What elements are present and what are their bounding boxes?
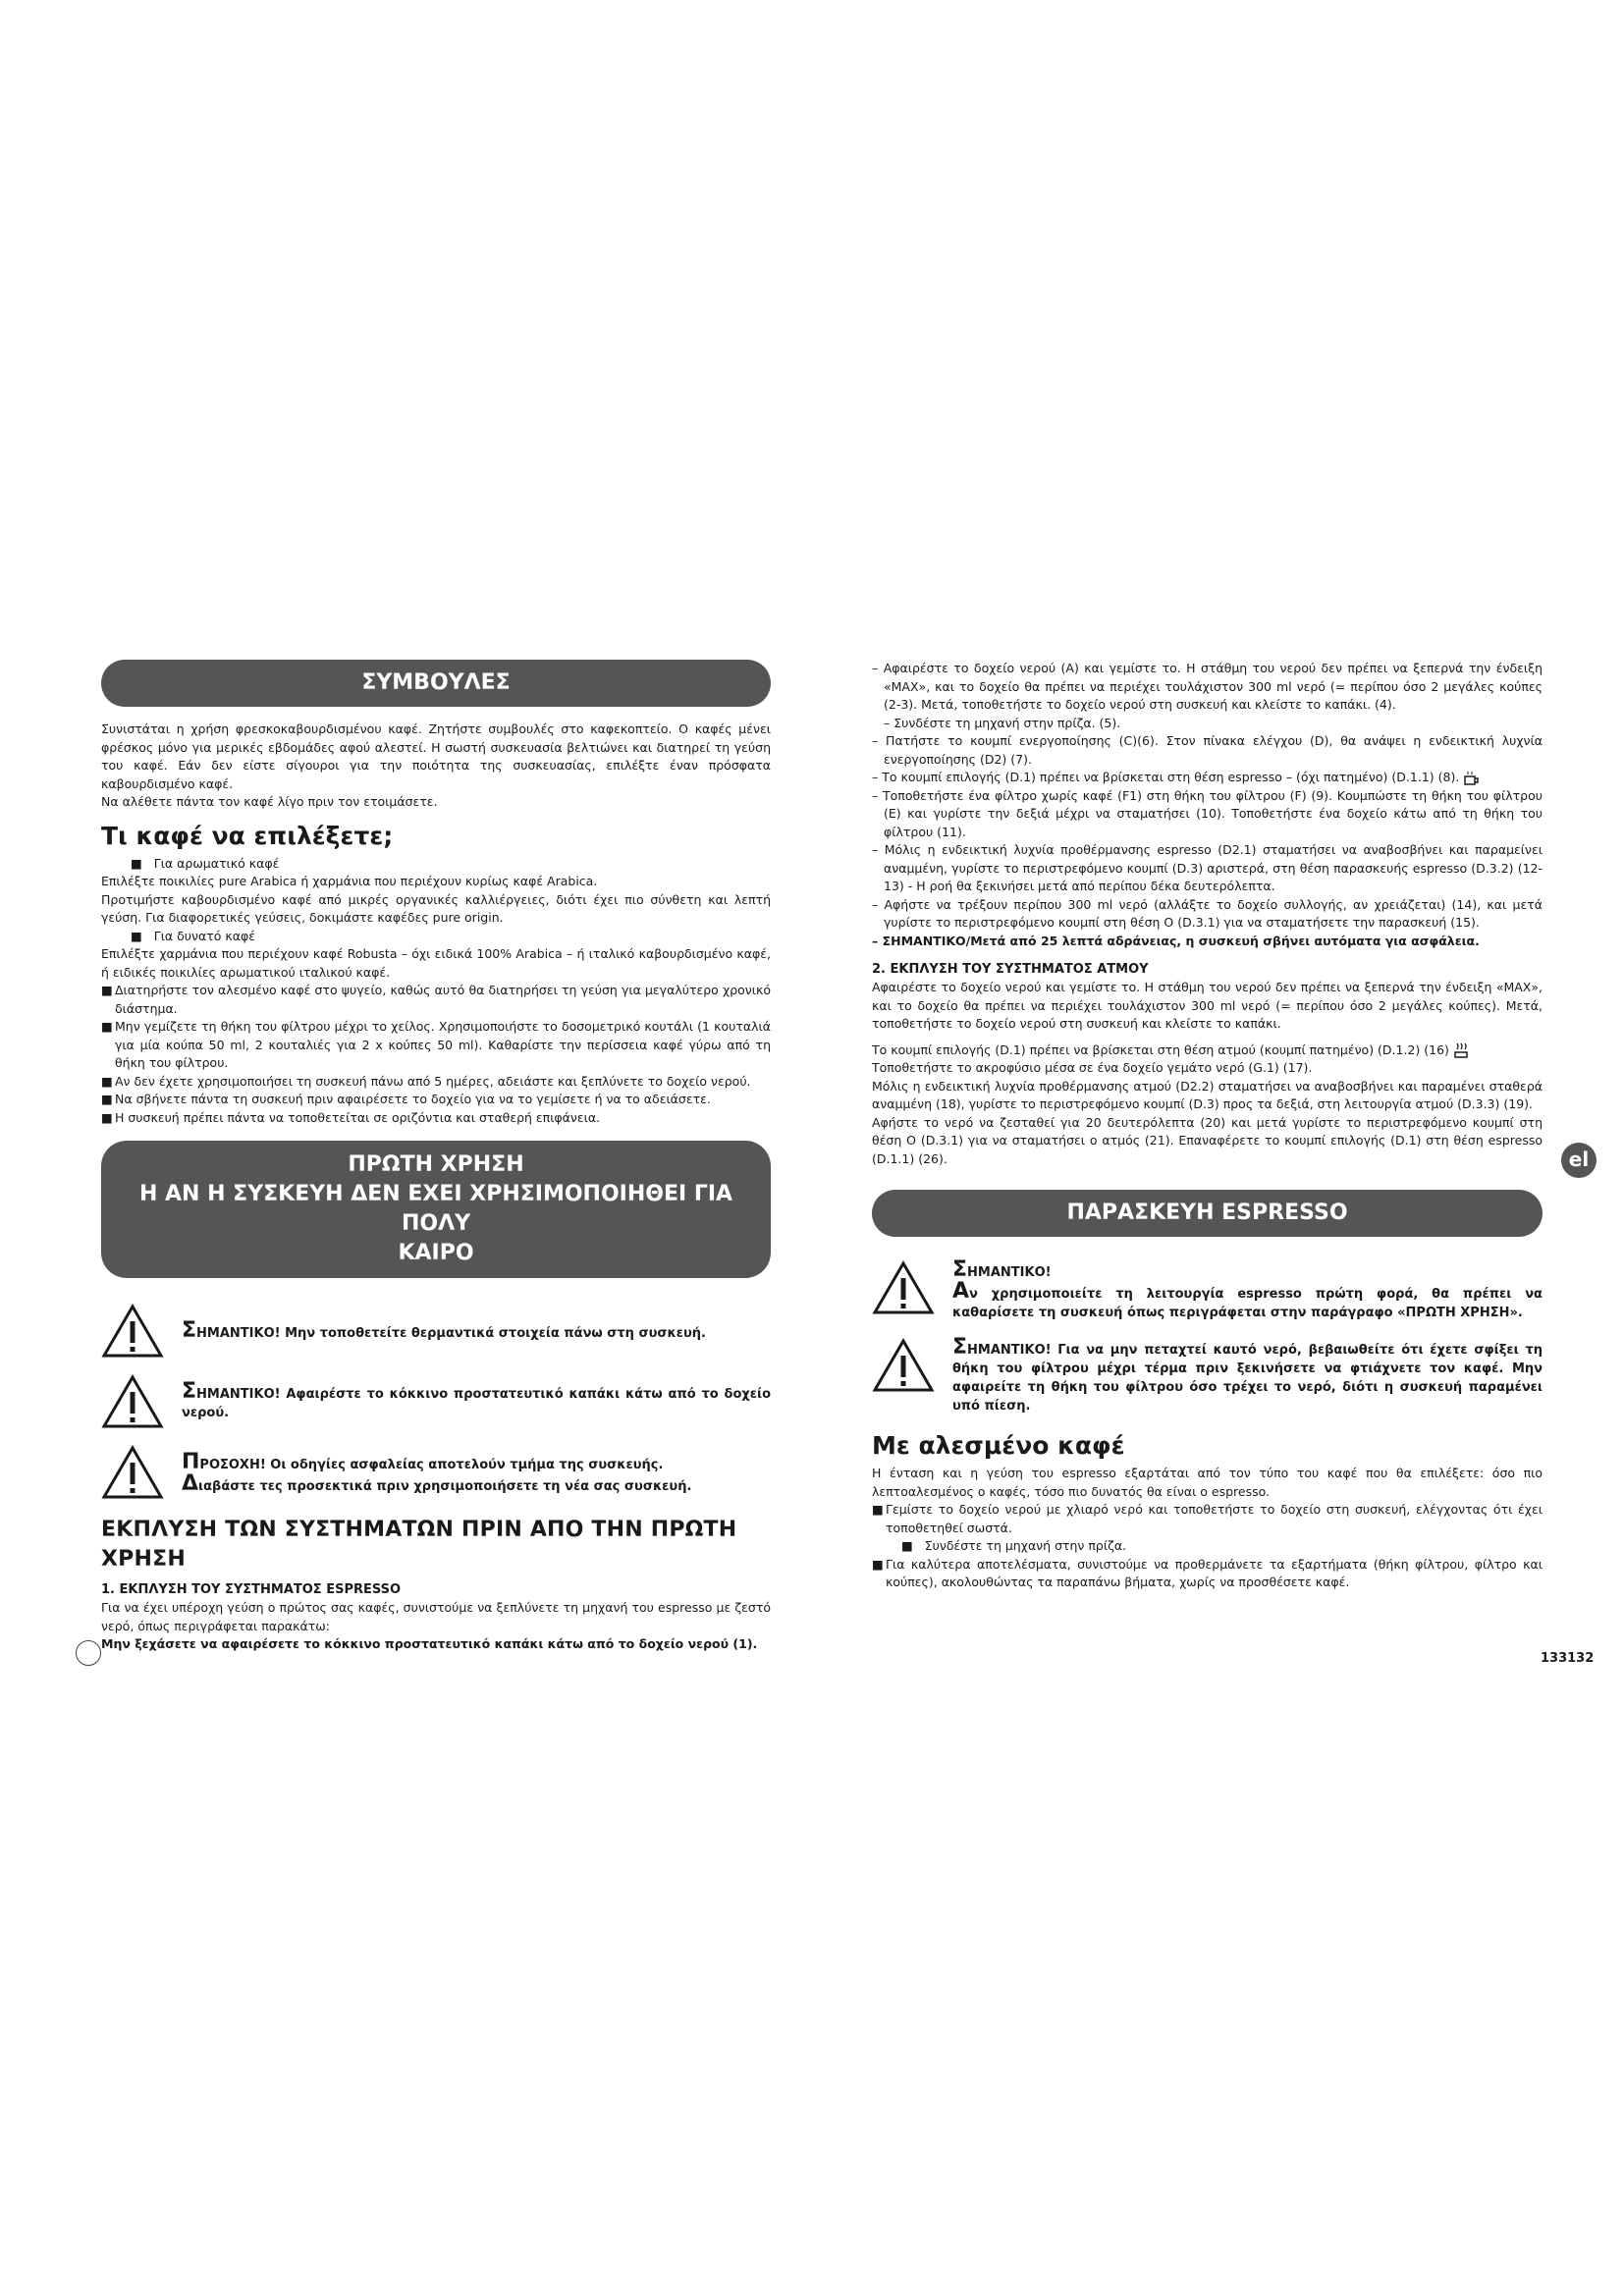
- warning-block-3: [101, 1445, 771, 1500]
- steam-icon: [1453, 1041, 1469, 1059]
- steam-title: 2. ΕΚΠΛΥΣΗ ΤΟΥ ΣΥΣΤΗΜΑΤΟΣ ΑΤΜΟΥ: [872, 962, 1149, 977]
- steam-paragraph-3: Τοποθετήστε το ακροφύσιο μέσα σε ένα δοχείο γεμάτο νερό (G.1) (17).: [872, 1060, 1313, 1075]
- steam-paragraph-2: Το κουμπί επιλογής (D.1) πρέπει να βρίσκεται στη θέση ατμού (κουμπί πατημένο) (D.1.2) (16): [872, 1041, 1543, 1060]
- warning-text-2: ΣΗΜΑΝΤΙΚΟ! Αφαιρέστε το κόκκινο προστατευτικό καπάκι κάτω από το δοχείο νερού.: [182, 1379, 771, 1420]
- banner-first-use-line-2: Η ΑΝ Η ΣΥΣΚΕΥΗ ΔΕΝ ΕΧΕΙ ΧΡΗΣΙΜΟΠΟΙΗΘΕΙ ΓΙΑ ΠΟΛΥ: [138, 1182, 733, 1236]
- list-item: ■ Αν δεν έχετε χρησιμοποιήσει τη συσκευή πάνω από 5 ημέρες, αδειάστε και ξεπλύνετε το δοχείο νερού.: [101, 1073, 751, 1089]
- tips-paragraph-2: Να αλέθετε πάντα τον καφέ λίγο πριν τον ετοιμάσετε.: [101, 794, 438, 809]
- steam-paragraph-1: Αφαιρέστε το δοχείο νερού και γεμίστε το. Η στάθμη του νερού δεν πρέπει να ξεπερνά την ένδειξη «MAX», και το δοχείο θα πρέπει να περιέχει τουλάχιστον 300 ml νερό (= περίπου όσο 2 μεγάλες κούπες). Μετά, τοποθετήστε το δοχείο νερού στη συσκευή και κλείστε το καπάκι.: [872, 980, 1543, 1031]
- banner-espresso: ΠΑΡΑΣΚΕΥΗ ESPRESSO: [872, 1190, 1543, 1237]
- warning-text-3: ΠΡΟΣΟΧΗ! Οι οδηγίες ασφαλείας αποτελούν τμήμα της συσκευής. Διαβάστε τες προσεκτικά πριν χρησιμοποιήσετε τη νέα σας συσκευή.: [182, 1450, 692, 1496]
- list-item: ■ Να σβήνετε πάντα τη συσκευή πριν αφαιρέσετε το δοχείο για να το γεμίσετε ή να το αδειάσετε.: [101, 1092, 711, 1106]
- registration-circle: [76, 1640, 101, 1666]
- tips-paragraph-1: Συνιστάται η χρήση φρεσκοκαβουρδισμένου καφέ. Ζητήστε συμβουλές στο καφεκοπτείο. Ο καφές μένει φρέσκος μόνο για μερικές εβδομάδες αφού αλεστεί. Η σωστή συσκευασία βελτιώνει και διατηρεί τη γεύση του καφέ. Εάν δεν είστε σίγουροι για την ποιότητα της συσκευασίας, επιλέξτε έναν πρόσφατα καβουρδισμένο καφέ.: [101, 721, 771, 791]
- warning-block-4: [872, 1257, 1543, 1322]
- right-column: [872, 660, 1543, 1592]
- square-bullet-icon: ■: [131, 928, 154, 943]
- list-item: ■ Για καλύτερα αποτελέσματα, συνιστούμε να προθερμάνετε τα εξαρτήματα (θήκη φίλτρου, φίλτρο και κούπες), ακολουθώντας τα παραπάνω βήματα, χωρίς να προσθέσετε καφέ.: [872, 1556, 1543, 1589]
- warning-block-5: [872, 1335, 1543, 1415]
- strong-label: ■ Για δυνατό καφέ: [131, 928, 255, 943]
- step-item: – Τοποθετήστε ένα φίλτρο χωρίς καφέ (F1) στη θήκη του φίλτρου (F) (9). Κουμπώστε τη θήκη του φίλτρου (E) και γυρίστε την δεξιά μέχρι να σταματήσει (10). Τοποθετήστε ένα δοχείο κάτω από τη θήκη του φίλτρου (11).: [872, 787, 1543, 839]
- square-bullet-icon: ■: [131, 855, 154, 871]
- warning-text-4: ΣΗΜΑΝΤΙΚΟ! Αν χρησιμοποιείτε τη λειτουργία espresso πρώτη φορά, θα πρέπει να καθαρίσετε τη συσκευή όπως περιγράφεται στην παράγραφο «ΠΡΩΤΗ ΧΡΗΣΗ».: [952, 1257, 1543, 1320]
- square-bullet-icon: ■: [901, 1538, 925, 1553]
- cup-icon: [1463, 771, 1481, 786]
- left-column: [101, 660, 771, 1654]
- list-item: ■ Γεμίστε το δοχείο νερού με χλιαρό νερό και τοποθετήστε το δοχείο στη συσκευή, ελέγχοντας ότι έχει τοποθετηθεί σωστά.: [872, 1502, 1543, 1535]
- banner-first-use-line-1: ΠΡΩΤΗ ΧΡΗΣΗ: [348, 1152, 524, 1177]
- warning-triangle-icon: [872, 1338, 935, 1393]
- step-item: – Συνδέστε τη μηχανή στην πρίζα. (5).: [884, 715, 1121, 730]
- list-item: ■ Η συσκευή πρέπει πάντα να τοποθετείται σε οριζόντια και σταθερή επιφάνεια.: [101, 1109, 601, 1125]
- cleaning-subtitle-1: 1. ΕΚΠΛΥΣΗ ΤΟΥ ΣΥΣΤΗΜΑΤΟΣ ESPRESSO: [101, 1582, 402, 1597]
- warning-triangle-icon: [101, 1374, 164, 1429]
- which-coffee-title: Τι καφέ να επιλέξετε;: [101, 821, 394, 850]
- step-item: – Αφαιρέστε το δοχείο νερού (A) και γεμίστε το. Η στάθμη του νερού δεν πρέπει να ξεπερνά την ένδειξη «MAX», και το δοχείο θα πρέπει να περιέχει τουλάχιστον 300 ml νερό (= περίπου όσο 2 μεγάλες κούπες (2-3). Μετά, τοποθετήστε το δοχείο νερού στη συσκευή και κλείστε το καπάκι. (4).: [872, 661, 1543, 712]
- aromatic-paragraph-1: Επιλέξτε ποικιλίες pure Arabica ή χαρμάνια που περιέχουν κυρίως καφέ Arabica.: [101, 874, 598, 888]
- strong-paragraph-1: Επιλέξτε χαρμάνια που περιέχουν καφέ Robusta – όχι ειδικά 100% Arabica – ή ιταλικό καβουρδισμένο καφέ, ή ειδικές ποικιλίες αρωματικού ιταλικού καφέ.: [101, 946, 771, 980]
- warning-triangle-icon: [872, 1260, 935, 1315]
- cleaning-paragraph-1: Για να έχει υπέροχη γεύση ο πρώτος σας καφές, συνιστούμε να ξεπλύνετε τη μηχανή του espresso με ζεστό νερό, όπως περιγράφεται παρακάτω:: [101, 1600, 771, 1633]
- language-tab: el: [1561, 1143, 1597, 1178]
- list-item: ■ Συνδέστε τη μηχανή στην πρίζα.: [901, 1538, 1127, 1553]
- warning-block-1: [101, 1304, 771, 1359]
- step-item: – Αφήστε να τρέξουν περίπου 300 ml νερό (αλλάξτε το δοχείο συλλογής, αν χρειάζεται) (14), και μετά γυρίστε το περιστρεφόμενο κουμπί στη θέση O (D.3.1) για να σταματήσετε την παρασκευή (15).: [872, 896, 1543, 930]
- warning-block-2: [101, 1374, 771, 1429]
- steam-paragraph-5: Αφήστε το νερό να ζεσταθεί για 20 δευτερόλεπτα (20) και μετά γυρίστε το περιστρεφόμενο κουμπί στη θέση O (D.3.1) για να σταματήσει ο ατμός (21). Επαναφέρετε το κουμπί επιλογής (D.1) στη θέση espresso (D.1.1) (26).: [872, 1114, 1543, 1166]
- banner-first-use-line-3: ΚΑΙΡΟ: [398, 1241, 474, 1265]
- aromatic-paragraph-2: Προτιμήστε καβουρδισμένο καφέ από μικρές οργανικές καλλιέργειες, διότι έχει πιο σύνθετη και λεπτή γεύση. Για διαφορετικές γεύσεις, δοκιμάστε καφέδες pure origin.: [101, 891, 771, 925]
- step-item: – Πατήστε το κουμπί ενεργοποίησης (C)(6). Στον πίνακα ελέγχου (D), θα ανάψει η ενδεικτική λυχνία ενεργοποίησης (D2) (7).: [872, 733, 1543, 767]
- list-item: ■ Μην γεμίζετε τη θήκη του φίλτρου μέχρι το χείλος. Χρησιμοποιήστε το δοσομετρικό κουτάλι (1 κουταλιά για μία κούπα 50 ml, 2 κουταλιές για 2 x κούπες 50 ml). Καθαρίστε την περίσσεια καφέ γύρω από τη θήκη του φίλτρου.: [101, 1019, 771, 1070]
- step-item: – Μόλις η ενδεικτική λυχνία προθέρμανσης espresso (D2.1) σταματήσει να αναβοσβήνει και παραμείνει αναμμένη, γυρίστε το περιστρεφόμενο κουμπί (D.3) αριστερά, στη θέση παρασκευής espresso (D.3.2) (12-13) - Η ροή θα ξεκινήσει μετά από περίπου δέκα δευτερόλεπτα.: [872, 842, 1543, 893]
- cleaning-paragraph-2: Μην ξεχάσετε να αφαιρέσετε το κόκκινο προστατευτικό καπάκι κάτω από το δοχείο νερού (1).: [101, 1636, 758, 1651]
- list-item: ■ Διατηρήστε τον αλεσμένο καφέ στο ψυγείο, καθώς αυτό θα διατηρήσει τη γεύση για μεγαλύτερο χρονικό διάστημα.: [101, 983, 771, 1016]
- cleaning-title: ΕΚΠΛΥΣΗ ΤΩΝ ΣΥΣΤΗΜΑΤΩΝ ΠΡΙΝ ΑΠΟ ΤΗΝ ΠΡΩΤΗ ΧΡΗΣΗ: [101, 1518, 737, 1572]
- warning-text-1: ΣΗΜΑΝΤΙΚΟ! Μην τοποθετείτε θερμαντικά στοιχεία πάνω στη συσκευή.: [182, 1318, 706, 1343]
- page-numbers: 133132: [1541, 1651, 1595, 1666]
- ground-coffee-title: Με αλεσμένο καφέ: [872, 1431, 1125, 1460]
- warning-triangle-icon: [101, 1304, 164, 1359]
- step-item: – Το κουμπί επιλογής (D.1) πρέπει να βρίσκεται στη θέση espresso – (όχι πατημένο) (D.1.1) (8).: [872, 769, 1543, 787]
- step-item: – ΣΗΜΑΝΤΙΚΟ/Μετά από 25 λεπτά αδράνειας, η συσκευή σβήνει αυτόματα για ασφάλεια.: [872, 933, 1480, 948]
- banner-first-use: [101, 1141, 771, 1278]
- aromatic-label: ■ Για αρωματικό καφέ: [131, 855, 280, 871]
- warning-triangle-icon: [101, 1445, 164, 1500]
- warning-text-5: ΣΗΜΑΝΤΙΚΟ! Για να μην πεταχτεί καυτό νερό, βεβαιωθείτε ότι έχετε σφίξει τη θήκη του φίλτρου μέχρι τέρμα πριν ξεκινήσετε να φτιάχνετε τον καφέ. Μην αφαιρείτε τη θήκη του φίλτρου όσο τρέχει το νερό, διότι η συσκευή παραμένει υπό πίεση.: [952, 1335, 1543, 1414]
- ground-paragraph-1: Η ένταση και η γεύση του espresso εξαρτάται από τον τύπο του καφέ που θα επιλέξετε: όσο πιο λεπτοαλεσμένος ο καφές, τόσο πιο δυνατός θα είναι ο espresso.: [872, 1466, 1543, 1499]
- steam-paragraph-4: Μόλις η ενδεικτική λυχνία προθέρμανσης ατμού (D2.2) σταματήσει να αναβοσβήνει και παραμένει σταθερά αναμμένη (18), γυρίστε το περιστρεφόμενο κουμπί (D.3) προς τα δεξιά, στη λειτουργία ατμού (D.3.3) (19).: [872, 1078, 1543, 1111]
- banner-tips: ΣΥΜΒΟΥΛΕΣ: [101, 660, 771, 707]
